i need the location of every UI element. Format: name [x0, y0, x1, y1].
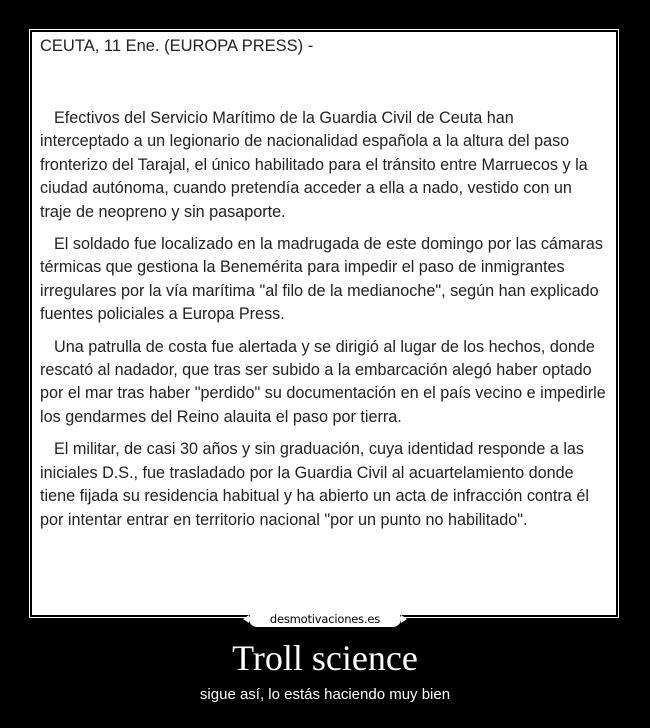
article-paragraph-4: El militar, de casi 30 años y sin graduación, cuya identidad responde a las iniciales D.S., fue trasladado por la Guardia Civil al acuartelamiento donde tiene fijada su residencia habitual y ha abierto un acta de infracción contra él por intentar entrar en territorio nacional "por un punto no habilitado". [40, 440, 589, 529]
poster-subtitle: sigue así, lo estás haciendo muy bien [199, 686, 451, 703]
article-header: CEUTA, 11 Ene. (EUROPA PRESS) - [40, 37, 314, 55]
article-paragraph-1: Efectivos del Servicio Marítimo de la Guardia Civil de Ceuta han interceptado a un legionario de nacionalidad española a la altura del paso fronterizo del Tarajal, el único habilitado para el tránsito entre Marruecos y la ciudad autónoma, cuando pretendía acceder a ella a nado, vestido con un traje de neopreno y sin pasaporte. [40, 109, 588, 221]
article-paragraph-3: Una patrulla de costa fue alertada y se dirigió al lugar de los hechos, donde rescató al nadador, que tras ser subido a la embarcación alegó haber optado por el mar tras haber "perdido" su documentación en el país vecino e impedirle los gendarmes del Reino alauita el paso por tierra. [40, 337, 606, 426]
site-watermark: desmotivaciones.es [249, 611, 401, 627]
article-paragraph-2: El soldado fue localizado en la madrugada de este domingo por las cámaras térmicas que gestiona la Benemérita para impedir el paso de inmigrantes irregulares por la vía marítima "al filo de la medianoche", según han explicado fuentes policiales a Europa Press. [40, 235, 603, 324]
article-image [32, 32, 616, 615]
poster-title: Troll science [232, 638, 418, 678]
